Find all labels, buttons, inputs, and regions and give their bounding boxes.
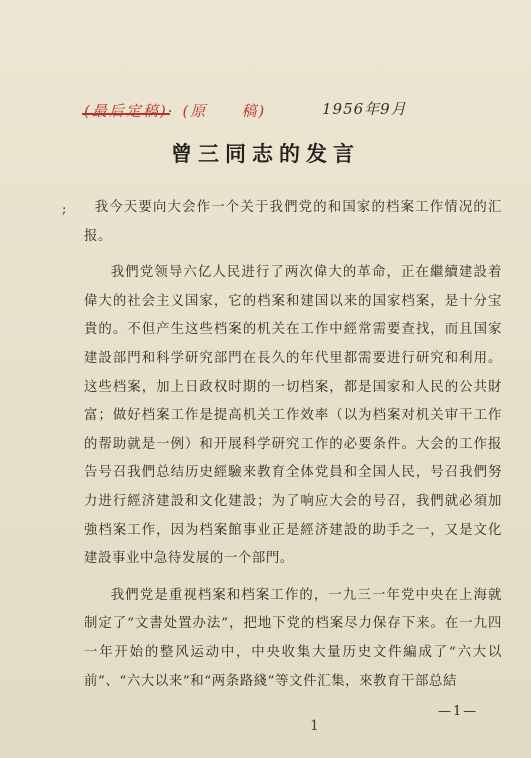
document-body bbox=[84, 194, 502, 696]
stamp-final-draft: (最后定稿) bbox=[84, 102, 168, 120]
stamp-separator: · bbox=[167, 102, 175, 120]
margin-mark: ; bbox=[62, 202, 67, 217]
page-number: —1— bbox=[438, 704, 479, 719]
draft-stamp bbox=[84, 100, 266, 124]
paragraph-3: 我們党是重视档案和档案工作的，一九三一年党中央在上海就制定了“文書处置办法”，把地下党的档案尽力保存下来。在一九四一年开始的整风运动中，中央收集大量历史文件編成了“六大以前”、“六大以来”和“两条路綫”等文件汇集，來教育干部总結 bbox=[84, 587, 502, 689]
paragraph-2: 我們党领导六亿人民进行了两次偉大的革命，正在繼續建設着偉大的社会主义国家，它的档案和建国以来的国家档案，是十分宝貴的。不但产生这些档案的机关在工作中經常需要查找，而且国家建設部門和科学研究部門在長久的年代里都需要进行研究和利用。这些档案，加上日政权时期的一切档案，都是国家和人民的公共財富；做好档案工作是提高机关工作效率（以为档案对机关审干工作的帮助就是一例）和开展科学研究工作的必要条件。大会的工作报告号召我們总结历史經驗来教育全体党員和全国人民，号召我們努力进行經济建設和文化建設；为了响应大会的号召，我們就必須加強档案工作，因为档案館事业正是經济建設的助手之一，又是文化建設事业中急待发展的一个部門。 bbox=[84, 265, 502, 567]
handwritten-date: 1956年9月 bbox=[322, 100, 407, 118]
stamp-original-draft: (原 稿) bbox=[182, 102, 267, 120]
document-title: 曾三同志的发言 bbox=[171, 141, 360, 166]
footer-mark: 1 bbox=[310, 718, 319, 734]
bleed-through-text bbox=[38, 62, 501, 78]
paragraph-1: 我今天要向大会作一个关于我們党的和国家的档案工作情况的汇报。 bbox=[84, 200, 502, 244]
